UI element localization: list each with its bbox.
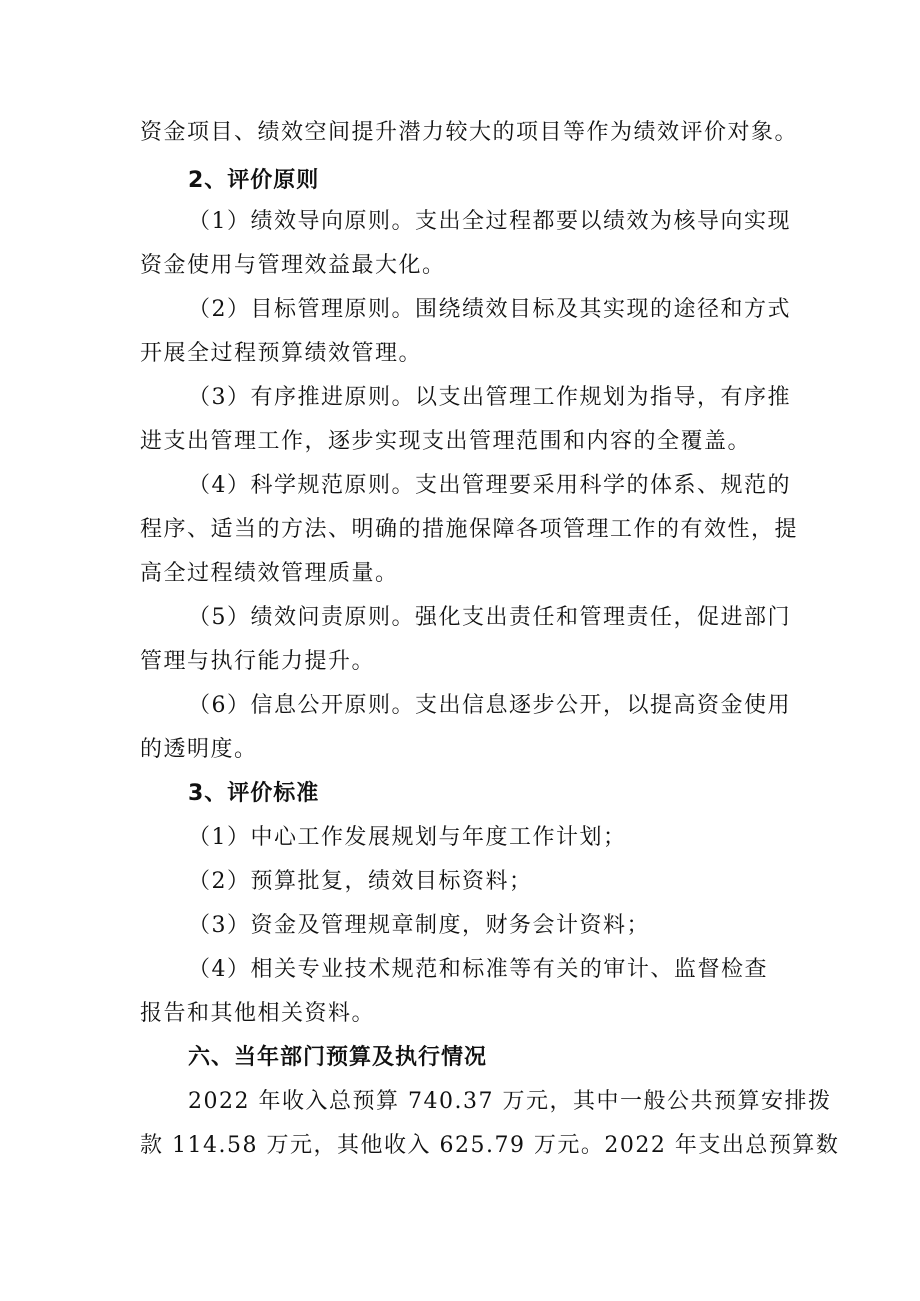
list-item: （3）资金及管理规章制度，财务会计资料；	[188, 913, 650, 938]
list-item: （4）相关专业技术规范和标准等有关的审计、监督检查	[188, 957, 768, 982]
paragraph-line: （3）有序推进原则。以支出管理工作规划为指导，有序推	[188, 385, 791, 410]
list-item: （1）中心工作发展规划与年度工作计划；	[188, 825, 627, 850]
paragraph-line: 2022 年收入总预算 740.37 万元，其中一般公共预算安排拨	[188, 1089, 832, 1114]
section-heading-evaluation-principles: 2、评价原则	[188, 168, 320, 193]
paragraph-line: 报告和其他相关资料。	[140, 1001, 376, 1026]
paragraph-line: 款 114.58 万元，其他收入 625.79 万元。2022 年支出总预算数	[140, 1133, 840, 1158]
paragraph-line: 管理与执行能力提升。	[140, 649, 376, 674]
paragraph-line: 的透明度。	[140, 737, 258, 762]
paragraph-line: （6）信息公开原则。支出信息逐步公开，以提高资金使用	[188, 693, 791, 718]
paragraph-line: 资金项目、绩效空间提升潜力较大的项目等作为绩效评价对象。	[140, 120, 799, 145]
paragraph-line: 程序、适当的方法、明确的措施保障各项管理工作的有效性，提	[140, 517, 799, 542]
paragraph-line: 资金使用与管理效益最大化。	[140, 253, 446, 278]
paragraph-line: 开展全过程预算绩效管理。	[140, 341, 423, 366]
list-item: （2）预算批复，绩效目标资料；	[188, 869, 533, 894]
section-heading-evaluation-standards: 3、评价标准	[188, 781, 320, 806]
paragraph-line: 进支出管理工作，逐步实现支出管理范围和内容的全覆盖。	[140, 429, 752, 454]
paragraph-line: （1）绩效导向原则。支出全过程都要以绩效为核导向实现	[188, 209, 791, 234]
paragraph-line: 高全过程绩效管理质量。	[140, 561, 399, 586]
paragraph-line: （5）绩效问责原则。强化支出责任和管理责任，促进部门	[188, 605, 791, 630]
section-heading-budget-execution: 六、当年部门预算及执行情况	[188, 1045, 488, 1070]
paragraph-line: （2）目标管理原则。围绕绩效目标及其实现的途径和方式	[188, 297, 791, 322]
paragraph-line: （4）科学规范原则。支出管理要采用科学的体系、规范的	[188, 473, 791, 498]
